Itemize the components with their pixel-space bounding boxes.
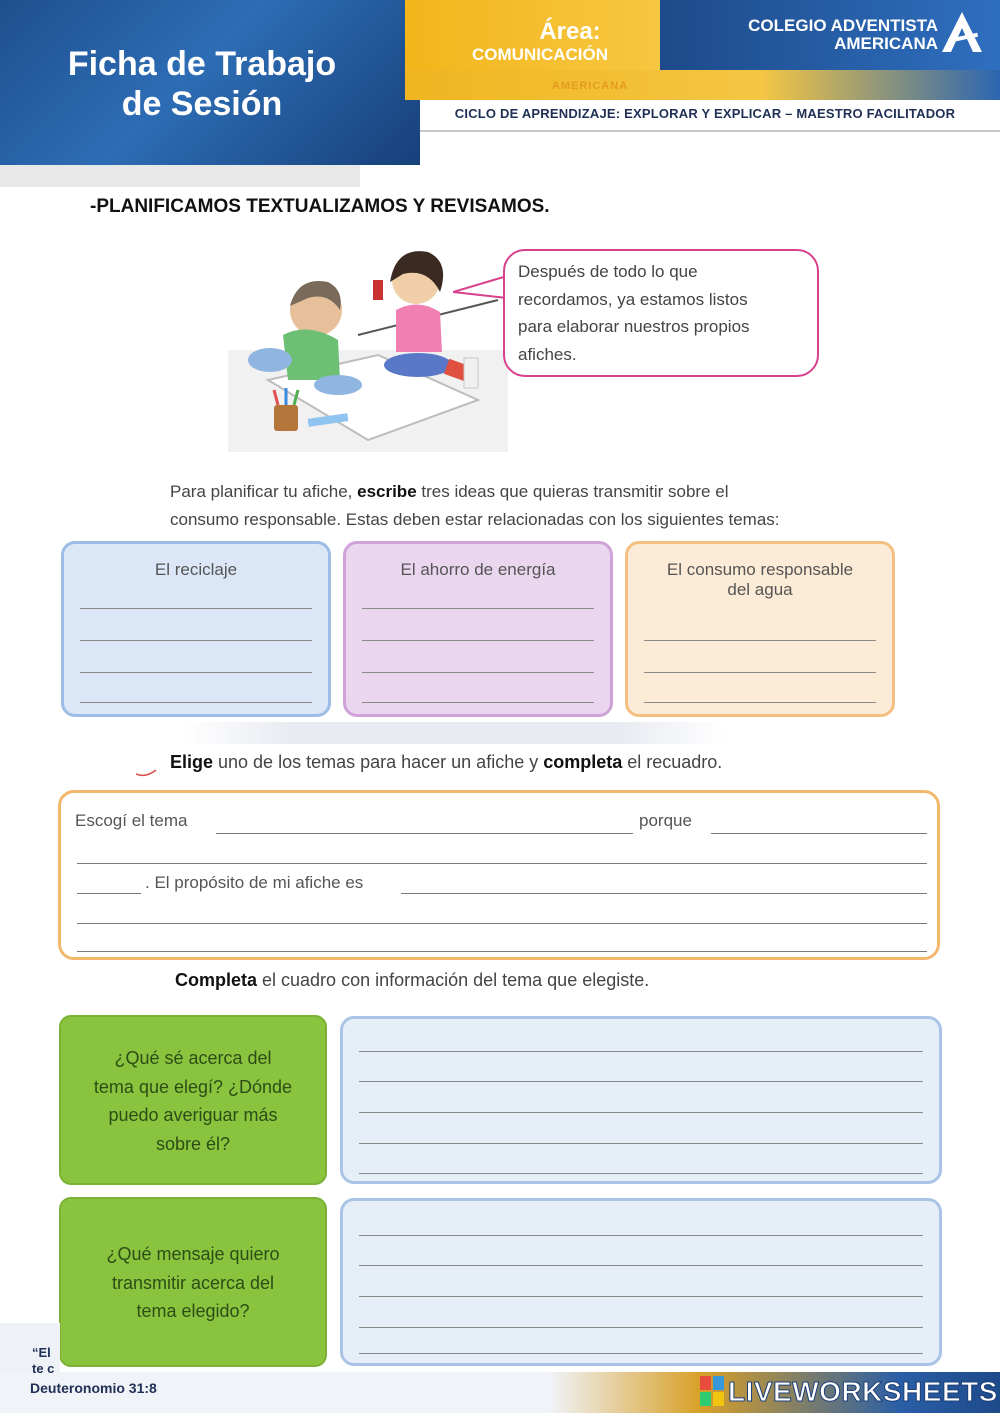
because-line[interactable] [711, 833, 927, 834]
header-stripe [405, 70, 1000, 100]
page-title [22, 44, 382, 124]
section-heading: -PLANIFICAMOS TEXTUALIZAMOS Y REVISAMOS. [90, 196, 550, 217]
answer-line[interactable] [359, 1265, 923, 1266]
because-label: porque [639, 811, 692, 830]
page-title-line2: de Sesión [121, 85, 283, 123]
instruction-text: tres ideas que quieras transmitir sobre el [416, 482, 729, 501]
topic-title: El ahorro de energía [400, 560, 556, 579]
chosen-topic-line[interactable] [216, 833, 633, 834]
answer-line[interactable] [77, 863, 927, 864]
instruction-text: el recuadro. [622, 752, 723, 772]
answer-line[interactable] [359, 1143, 923, 1144]
answer-line[interactable] [80, 608, 312, 609]
instruction-text: consumo responsable. Estas deben estar relacionadas con los siguientes temas: [170, 510, 780, 529]
topic-title: El reciclaje [154, 560, 238, 579]
choice-box [58, 790, 940, 960]
instruction-bold: Completa [175, 970, 258, 990]
complete-instruction [175, 970, 935, 991]
speech-line: para elaborar nuestros propios [518, 317, 750, 336]
question-line: tema elegido? [136, 1301, 250, 1321]
instruction-text: uno de los temas para hacer un afiche y [213, 752, 544, 772]
school-logo-icon [940, 10, 984, 54]
speech-line: Después de todo lo que [518, 262, 698, 281]
answer-line[interactable] [359, 1327, 923, 1328]
answer-line[interactable] [359, 1081, 923, 1082]
school-name-line2: AMERICANA [834, 34, 938, 53]
learning-cycle: CICLO DE APRENDIZAJE: EXPLORAR Y EXPLICAR – MAESTRO FACILITADOR [454, 106, 956, 121]
question-line: tema que elegí? ¿Dónde [93, 1076, 293, 1097]
answer-box-message [340, 1198, 942, 1366]
answer-line[interactable] [362, 640, 594, 641]
area-ghost-text: AMERICANA [551, 80, 629, 92]
question-line: sobre él? [155, 1133, 231, 1154]
footer-quote: “El [32, 1345, 51, 1360]
answer-line[interactable] [80, 640, 312, 641]
liveworksheets-logo-icon [700, 1376, 724, 1406]
question-line: puedo averiguar más [108, 1105, 278, 1125]
answer-line[interactable] [644, 672, 876, 673]
area-label: Área: [539, 18, 601, 45]
planning-instruction [170, 478, 930, 534]
question-text [71, 1240, 315, 1326]
answer-line[interactable] [359, 1296, 923, 1297]
chosen-topic-label: Escogí el tema [75, 811, 188, 830]
answer-line[interactable] [644, 640, 876, 641]
bible-reference: Deuteronomio 31:8 [30, 1380, 157, 1396]
answer-line[interactable] [77, 893, 141, 894]
instruction-bold: Elige [170, 752, 214, 772]
question-line: transmitir acerca del [111, 1272, 275, 1293]
choose-instruction [170, 752, 930, 773]
answer-line[interactable] [359, 1112, 923, 1113]
speech-bubble-tail [453, 272, 509, 302]
answer-box-knowledge [340, 1016, 942, 1184]
answer-line[interactable] [359, 1235, 923, 1236]
question-text [71, 1044, 315, 1158]
liveworksheets-brand[interactable]: LIVEWORKSHEETS [728, 1376, 998, 1407]
answer-line[interactable] [362, 608, 594, 609]
topic-title [638, 560, 882, 600]
area-value: COMUNICACIÓN [472, 45, 608, 64]
answer-line[interactable] [359, 1353, 923, 1354]
footer-quote: te c [32, 1361, 55, 1376]
topic-box-water [625, 541, 895, 717]
question-line: ¿Qué sé acerca del [114, 1048, 272, 1068]
topic-title-line: del agua [727, 580, 793, 599]
answer-line[interactable] [359, 1173, 923, 1174]
instruction-text: el cuadro con información del tema que elegiste. [257, 970, 650, 990]
divider [420, 130, 1000, 132]
question-box-knowledge [59, 1015, 327, 1185]
answer-line[interactable] [362, 702, 594, 703]
answer-line[interactable] [80, 672, 312, 673]
answer-line[interactable] [362, 672, 594, 673]
red-mark-icon [134, 768, 158, 778]
answer-line[interactable] [80, 702, 312, 703]
topic-box-recycling [61, 541, 331, 717]
topic-box-energy [343, 541, 613, 717]
speech-line: afiches. [518, 344, 577, 364]
watermark-band [185, 722, 725, 744]
topic-title-line: El consumo responsable [666, 560, 854, 579]
answer-line[interactable] [644, 702, 876, 703]
answer-line[interactable] [359, 1051, 923, 1052]
answer-line[interactable] [77, 951, 927, 952]
speech-line: recordamos, ya estamos listos [518, 289, 748, 309]
header-band [0, 165, 360, 187]
instruction-text: Para planificar tu afiche, [170, 482, 358, 501]
purpose-label: . El propósito de mi afiche es [145, 873, 364, 892]
question-box-message [59, 1197, 327, 1367]
speech-bubble-text [518, 258, 808, 368]
question-line: ¿Qué mensaje quiero [106, 1244, 280, 1264]
purpose-line[interactable] [401, 893, 927, 894]
school-name-line1: COLEGIO ADVENTISTA [748, 16, 938, 35]
instruction-bold: completa [543, 752, 623, 772]
instruction-bold: escribe [357, 482, 417, 501]
answer-line[interactable] [77, 923, 927, 924]
page-title-line1: Ficha de Trabajo [67, 45, 337, 83]
